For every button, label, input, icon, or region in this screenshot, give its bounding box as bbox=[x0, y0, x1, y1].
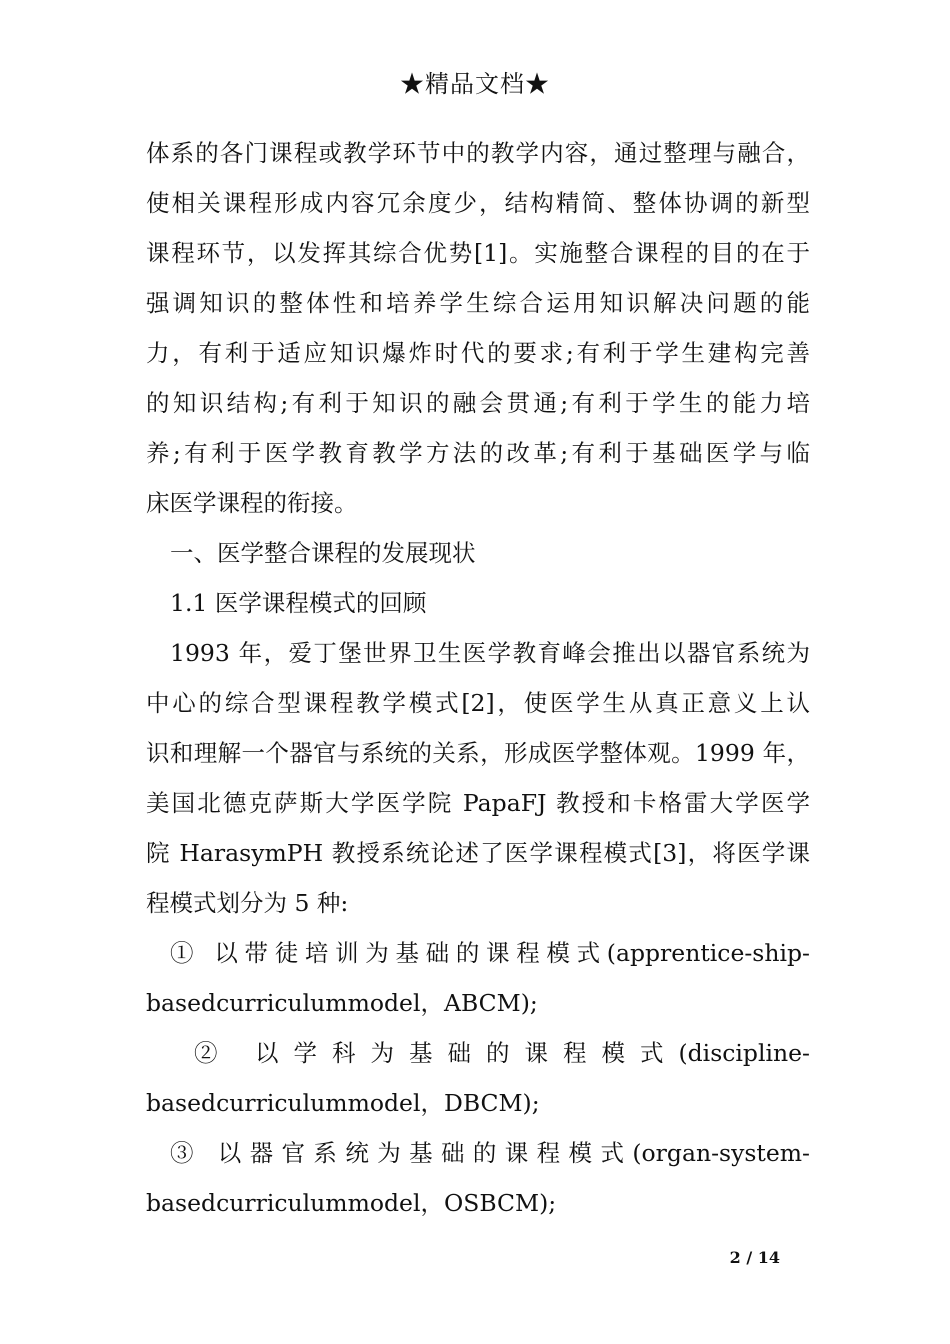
intro-paragraph bbox=[146, 128, 810, 528]
text-line: 美国北德克萨斯大学医学院 PapaFJ 教授和卡格雷大学医学 bbox=[146, 789, 810, 817]
list-item-line: ① 以带徒培训为基础的课程模式(apprentice-ship- bbox=[170, 939, 810, 967]
text-line: 强调知识的整体性和培养学生综合运用知识解决问题的能 bbox=[146, 289, 810, 317]
list-item-line: ② 以学科为基础的课程模式(discipline- bbox=[194, 1039, 810, 1067]
list-item-line: ③ 以器官系统为基础的课程模式(organ-system- bbox=[170, 1139, 810, 1167]
subsection-heading: 1.1 医学课程模式的回顾 bbox=[170, 589, 427, 617]
history-paragraph bbox=[146, 628, 810, 928]
document-body bbox=[146, 128, 810, 1228]
section-heading: 一、医学整合课程的发展现状 bbox=[170, 539, 476, 567]
list-item-line: basedcurriculummodel，OSBCM); bbox=[146, 1189, 557, 1217]
text-line: 养;有利于医学教育教学方法的改革;有利于基础医学与临 bbox=[146, 439, 810, 467]
text-line: 使相关课程形成内容冗余度少，结构精简、整体协调的新型 bbox=[146, 189, 810, 217]
text-line: 中心的综合型课程教学模式[2]，使医学生从真正意义上认 bbox=[146, 689, 810, 717]
list-item bbox=[146, 1128, 810, 1228]
list-item-line: basedcurriculummodel，ABCM); bbox=[146, 989, 538, 1017]
text-line: 床医学课程的衔接。 bbox=[146, 489, 358, 517]
list-item bbox=[146, 1028, 810, 1128]
text-line: 体系的各门课程或教学环节中的教学内容，通过整理与融合， bbox=[146, 139, 810, 167]
list-item-line: basedcurriculummodel，DBCM); bbox=[146, 1089, 540, 1117]
page-number: 2 / 14 bbox=[729, 1248, 780, 1267]
text-line: 1993 年，爱丁堡世界卫生医学教育峰会推出以器官系统为 bbox=[170, 639, 810, 667]
text-line: 力，有利于适应知识爆炸时代的要求;有利于学生建构完善 bbox=[146, 339, 810, 367]
text-line: 识和理解一个器官与系统的关系，形成医学整体观。1999 年， bbox=[146, 739, 810, 767]
text-line: 课程环节，以发挥其综合优势[1]。实施整合课程的目的在于 bbox=[146, 239, 810, 267]
text-line: 程模式划分为 5 种: bbox=[146, 889, 349, 917]
text-line: 院 HarasymPH 教授系统论述了医学课程模式[3]，将医学课 bbox=[146, 839, 810, 867]
text-line: 的知识结构;有利于知识的融会贯通;有利于学生的能力培 bbox=[146, 389, 810, 417]
list-item bbox=[146, 928, 810, 1028]
page-header-title: ★精品文档★ bbox=[400, 70, 550, 98]
